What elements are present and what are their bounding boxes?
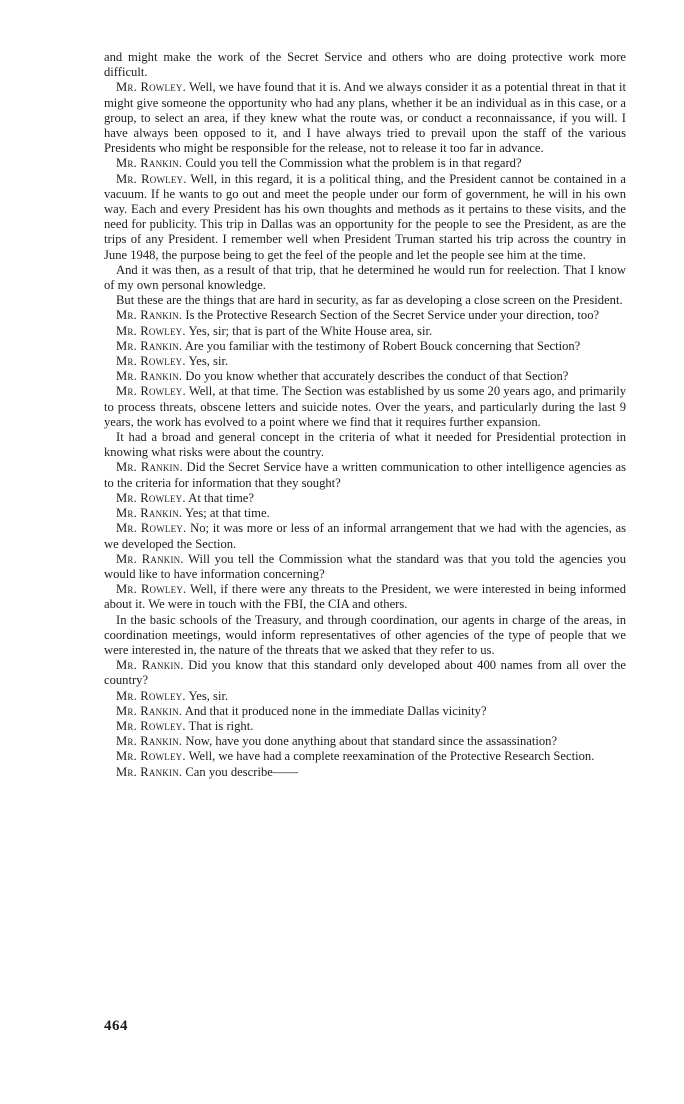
- paragraph-text: No; it was more or less of an informal arrangement that we had with the agencies, as we developed the Section.: [104, 521, 626, 551]
- speaker-name: Mr. Rowley.: [116, 582, 187, 597]
- speaker-name: Mr. Rankin.: [116, 703, 183, 718]
- paragraph-text: And it was then, as a result of that trip, that he determined he would run for reelection. That I know of my own personal knowledge.: [104, 262, 626, 293]
- page-number: 464: [104, 1018, 128, 1034]
- transcript-paragraph: [104, 765, 626, 780]
- paragraph-text: But these are the things that are hard in security, as far as developing a close screen on the President.: [116, 293, 623, 308]
- speaker-name: Mr. Rankin.: [116, 460, 183, 475]
- speaker-name: Mr. Rankin.: [116, 658, 184, 673]
- transcript-paragraph: [104, 384, 626, 430]
- speaker-name: Mr. Rankin.: [116, 764, 183, 779]
- transcript-paragraph: [104, 156, 626, 171]
- transcript-paragraph: [104, 369, 626, 384]
- transcript-paragraph: [104, 293, 626, 308]
- paragraph-text: Are you familiar with the testimony of Robert Bouck concerning that Section?: [184, 338, 581, 353]
- paragraph-text: Well, we have found that it is. And we always consider it as a potential threat in that it might give someone the opportunity who had any plans, whether it be an individual as in this case, or a group, to select an area, if they knew what the route was, or conduct a reconnaissance, if you will. I have always been opposed to it, and I have always tried to prevail upon the staff of the various Presidents who might be responsible for the release, not to release it too far in advance.: [104, 80, 626, 156]
- transcript-page: [104, 50, 626, 780]
- transcript-paragraph: [104, 552, 626, 582]
- transcript-paragraph: [104, 339, 626, 354]
- paragraph-text: Yes; at that time.: [184, 506, 270, 521]
- speaker-name: Mr. Rowley.: [116, 354, 186, 369]
- paragraph-text: Well, if there were any threats to the President, we were interested in being informed about it. We were in touch with the FBI, the CIA and others.: [104, 582, 626, 612]
- transcript-paragraph: [104, 491, 626, 506]
- transcript-paragraph: [104, 689, 626, 704]
- speaker-name: Mr. Rowley.: [116, 688, 186, 703]
- transcript-paragraph: [104, 80, 626, 156]
- paragraph-text: Will you tell the Commission what the standard was that you told the agencies you would like to have information concerning?: [104, 551, 626, 581]
- paragraph-text: Could you tell the Commission what the problem is in that regard?: [185, 156, 522, 171]
- transcript-paragraph: [104, 658, 626, 688]
- speaker-name: Mr. Rowley.: [116, 171, 187, 186]
- transcript-paragraph: [104, 506, 626, 521]
- transcript-paragraph: [104, 324, 626, 339]
- transcript-paragraph: [104, 749, 626, 764]
- paragraph-text: Yes, sir; that is part of the White House area, sir.: [188, 323, 433, 338]
- transcript-paragraph: [104, 172, 626, 263]
- speaker-name: Mr. Rankin.: [116, 734, 183, 749]
- speaker-name: Mr. Rankin.: [116, 156, 183, 171]
- transcript-paragraph: [104, 430, 626, 460]
- paragraph-text: and might make the work of the Secret Service and others who are doing protective work more difficult.: [104, 50, 626, 80]
- transcript-paragraph: [104, 521, 626, 551]
- speaker-name: Mr. Rowley.: [116, 384, 186, 399]
- paragraph-text: Now, have you done anything about that standard since the assassination?: [185, 734, 558, 749]
- transcript-paragraph: [104, 704, 626, 719]
- speaker-name: Mr. Rankin.: [116, 506, 183, 521]
- paragraph-text: Yes, sir.: [188, 354, 229, 369]
- transcript-paragraph: [104, 734, 626, 749]
- transcript-paragraph: [104, 582, 626, 612]
- transcript-paragraph: [104, 308, 626, 323]
- speaker-name: Mr. Rankin.: [116, 369, 183, 384]
- speaker-name: Mr. Rowley.: [116, 80, 186, 95]
- transcript-paragraph: [104, 263, 626, 293]
- speaker-name: Mr. Rowley.: [116, 521, 187, 536]
- paragraph-text: At that time?: [188, 490, 254, 505]
- transcript-paragraph: [104, 354, 626, 369]
- paragraph-text: Well, we have had a complete reexamination of the Protective Research Section.: [188, 749, 595, 764]
- paragraph-text: In the basic schools of the Treasury, and through coordination, our agents in charge of the areas, in coordination meetings, would inform representatives of other agencies of the type of people that we were interested in, the nature of the threats that we asked that they refer to us.: [104, 612, 626, 657]
- paragraph-text: Did you know that this standard only developed about 400 names from all over the country?: [104, 658, 626, 688]
- paragraph-text: And that it produced none in the immediate Dallas vicinity?: [184, 703, 487, 718]
- speaker-name: Mr. Rowley.: [116, 323, 186, 338]
- speaker-name: Mr. Rowley.: [116, 749, 186, 764]
- paragraph-text: Did the Secret Service have a written communication to other intelligence agencies as to the criteria for information that they sought?: [104, 460, 626, 490]
- transcript-paragraph: [104, 613, 626, 659]
- speaker-name: Mr. Rankin.: [116, 308, 183, 323]
- transcript-paragraph: [104, 719, 626, 734]
- paragraph-text: Do you know whether that accurately describes the conduct of that Section?: [185, 369, 569, 384]
- paragraph-text: Can you describe——: [185, 764, 299, 779]
- speaker-name: Mr. Rowley.: [116, 718, 186, 733]
- paragraph-text: Well, in this regard, it is a political thing, and the President cannot be contained in a vacuum. If he wants to go out and meet the people under our form of government, he will in his own way. Each and every President has his own thoughts and methods as it pertains to these visits, and the need for publicity. This trip in Dallas was an opportunity for the people to see the President, as are the trips of any President. I remember well when President Truman started his trip across the country in June 1948, the purpose being to get the feel of the people and let the people see him at the time.: [104, 171, 627, 262]
- paragraph-text: Yes, sir.: [188, 688, 229, 703]
- speaker-name: Mr. Rowley.: [116, 490, 186, 505]
- transcript-paragraph: [104, 460, 626, 490]
- speaker-name: Mr. Rankin.: [116, 551, 184, 566]
- paragraph-text: That is right.: [188, 718, 254, 733]
- speaker-name: Mr. Rankin.: [116, 338, 183, 353]
- paragraph-text: Is the Protective Research Section of the Secret Service under your direction, too?: [185, 308, 600, 323]
- transcript-paragraph: [104, 50, 626, 80]
- paragraph-text: Well, at that time. The Section was established by us some 20 years ago, and primarily to process threats, obscene letters and suicide notes. Over the years, and particularly during the last 9 years, the work has evolved to a point where we find that it requires further expansion.: [104, 384, 627, 429]
- paragraph-text: It had a broad and general concept in the criteria of what it needed for Presidential protection in knowing what risks were about the country.: [104, 430, 626, 460]
